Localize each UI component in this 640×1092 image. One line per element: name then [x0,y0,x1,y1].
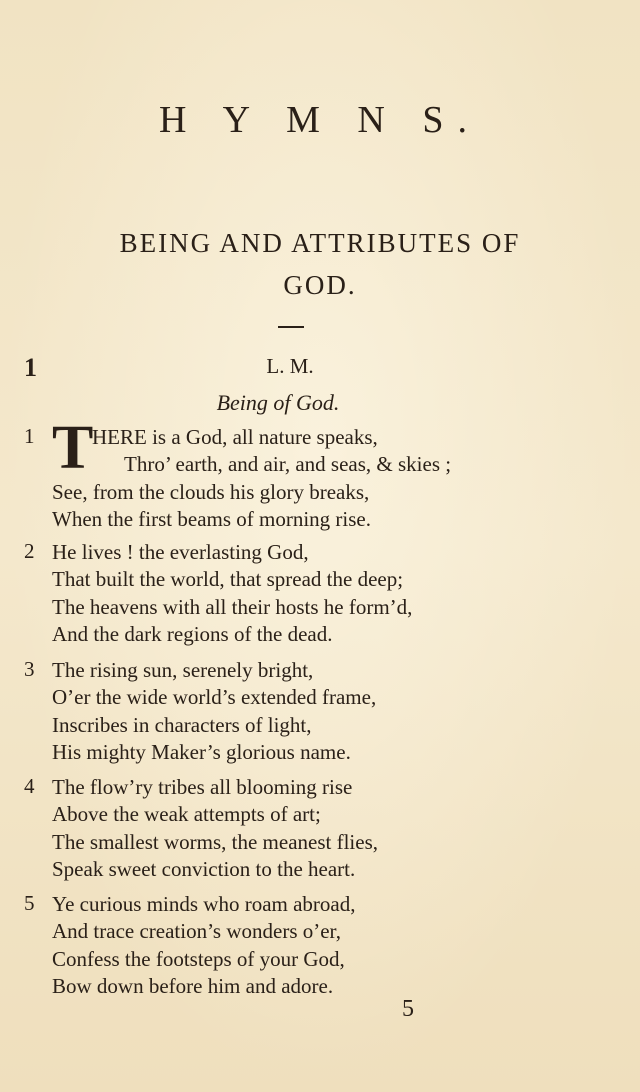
section-title-line-2: GOD. [283,270,357,300]
verse-line: The smallest worms, the meanest flies, [52,830,379,854]
section-title-line-1: BEING AND ATTRIBUTES OF [119,228,521,258]
verse-line: Ye curious minds who roam abroad, [52,892,356,916]
verse-line: When the first beams of morning rise. [52,507,371,531]
verse-line: O’er the wide world’s extended frame, [52,685,377,709]
verse-line: HERE is a God, all nature speaks, [92,425,378,449]
verse-line: Above the weak attempts of art; [52,802,321,826]
page-title: H Y M N S. [159,99,481,141]
verse-line: Speak sweet conviction to the heart. [52,857,356,881]
verse-number: 2 [24,539,35,563]
hymn-title: Being of God. [216,390,340,415]
section-title [20,222,620,306]
verse-line: That built the world, that spread the deep; [52,567,404,591]
verse-line: Bow down before him and adore. [52,974,334,998]
verse-line: He lives ! the everlasting God, [52,540,309,564]
verse-line: The rising sun, serenely bright, [52,658,314,682]
page-number: 5 [402,996,414,1022]
verse-line: And trace creation’s wonders o’er, [52,919,341,943]
hymn-meter: L. M. [266,354,314,378]
verse-number: 5 [24,891,35,915]
hymn-number: 1 [24,353,37,382]
verse-line: His mighty Maker’s glorious name. [52,740,351,764]
verse-number: 4 [24,774,35,798]
verse-line: The flow’ry tribes all blooming rise [52,775,353,799]
verse-line: Inscribes in characters of light, [52,713,312,737]
verse-line: Confess the footsteps of your God, [52,947,345,971]
verse-line: Thro’ earth, and air, and seas, & skies ; [124,452,452,476]
verse-line: And the dark regions of the dead. [52,622,333,646]
verse-number: 1 [24,424,35,448]
verse-line: The heavens with all their hosts he form’d, [52,595,413,619]
divider-rule [278,326,304,328]
drop-cap: T [52,414,94,482]
verse-number: 3 [24,657,35,681]
verse-line: See, from the clouds his glory breaks, [52,480,370,504]
